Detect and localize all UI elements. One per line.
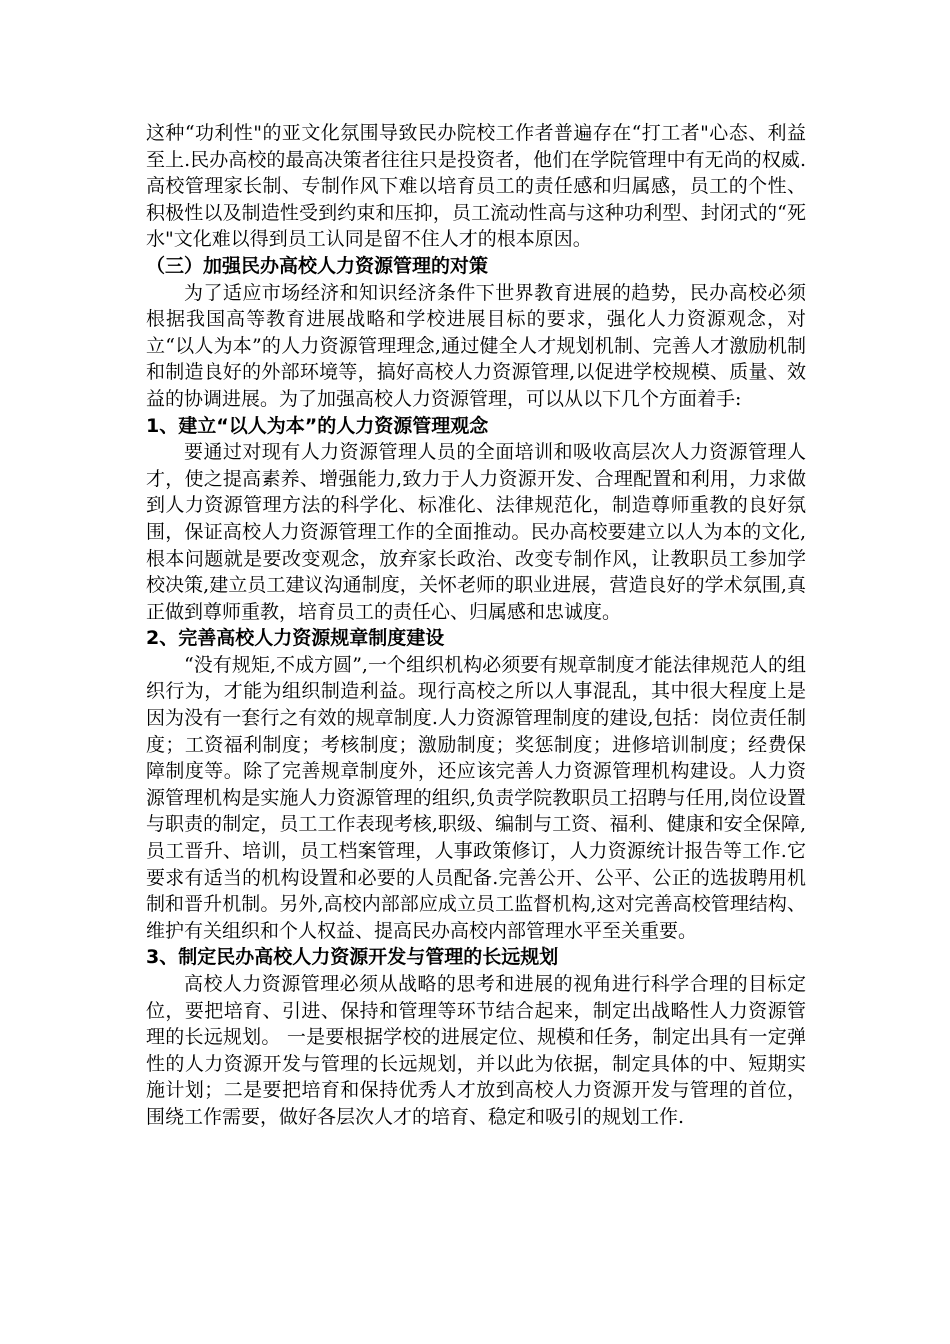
section-heading: 1、建立“以人为本”的人力资源管理观念 bbox=[146, 414, 489, 437]
section-heading: 3、制定民办高校人力资源开发与管理的长远规划 bbox=[146, 946, 559, 969]
paragraph: 要通过对现有人力资源管理人员的全面培训和吸收高层次人力资源管理人才，使之提高素养、增强能力,致力于人力资源开发、合理配置和利用，力求做到人力资源管理方法的科学化、标准化、法律规范化，制造尊师重教的良好氛围，保证高校人力资源管理工作的全面推动。民办高校要建立以人为本的文化,根本问题就是要改变观念，放弃家长政治、改变专制作风，让教职员工参加学校决策,建立员工建议沟通制度，关怀老师的职业进展，营造良好的学术氛围,真正做到尊师重教，培育员工的责任心、归属感和忠诚度。 bbox=[146, 441, 806, 623]
paragraph: 这种“功利性"的亚文化氛围导致民办院校工作者普遍存在“打工者"心态、利益至上.民办高校的最高决策者往往只是投资者，他们在学院管理中有无尚的权威.高校管理家长制、专制作风下难以培育员工的责任感和归属感，员工的个性、积极性以及制造性受到约束和压抑，员工流动性高与这种功利型、封闭式的“死水"文化难以得到员工认同是留不住人才的根本原因。 bbox=[146, 122, 806, 251]
section-heading: 2、完善高校人力资源规章制度建设 bbox=[146, 627, 445, 650]
document-body bbox=[146, 120, 806, 1131]
section-heading: （三）加强民办高校人力资源管理的对策 bbox=[146, 254, 489, 277]
paragraph: 为了适应市场经济和知识经济条件下世界教育进展的趋势，民办高校必须根据我国高等教育进展战略和学校进展目标的要求，强化人力资源观念，对立“以人为本”的人力资源管理理念,通过健全人才规划机制、完善人才激励机制和制造良好的外部环境等，搞好高校人力资源管理,以促进学校规模、质量、效益的协调进展。为了加强高校人力资源管理，可以从以下几个方面着手: bbox=[146, 281, 806, 410]
paragraph: “没有规矩,不成方圆”,一个组织机构必须要有规章制度才能法律规范人的组织行为，才能为组织制造利益。现行高校之所以人事混乱，其中很大程度上是因为没有一套行之有效的规章制度.人力资源管理制度的建设,包括：岗位责任制度；工资福利制度；考核制度；激励制度；奖惩制度；进修培训制度；经费保障制度等。除了完善规章制度外，还应该完善人力资源管理机构建设。人力资源管理机构是实施人力资源管理的组织,负责学院教职员工招聘与任用,岗位设置与职责的制定，员工工作表现考核,职级、编制与工资、福利、健康和安全保障,员工晋升、培训，员工档案管理，人事政策修订，人力资源统计报告等工作.它要求有适当的机构设置和必要的人员配备.完善公开、公平、公正的选拔聘用机制和晋升机制。另外,高校内部部应成立员工监督机构,这对完善高校管理结构、维护有关组织和个人权益、提高民办高校内部管理水平至关重要。 bbox=[146, 653, 806, 942]
paragraph: 高校人力资源管理必须从战略的思考和进展的视角进行科学合理的目标定位，要把培育、引进、保持和管理等环节结合起来，制定出战略性人力资源管理的长远规划。 一是要根据学校的进展定位、规模和任务，制定出具有一定弹性的人力资源开发与管理的长远规划，并以此为依据，制定具体的中、短期实施计划；二是要把培育和保持优秀人才放到高校人力资源开发与管理的首位，围绕工作需要，做好各层次人才的培育、稳定和吸引的规划工作. bbox=[146, 973, 806, 1128]
